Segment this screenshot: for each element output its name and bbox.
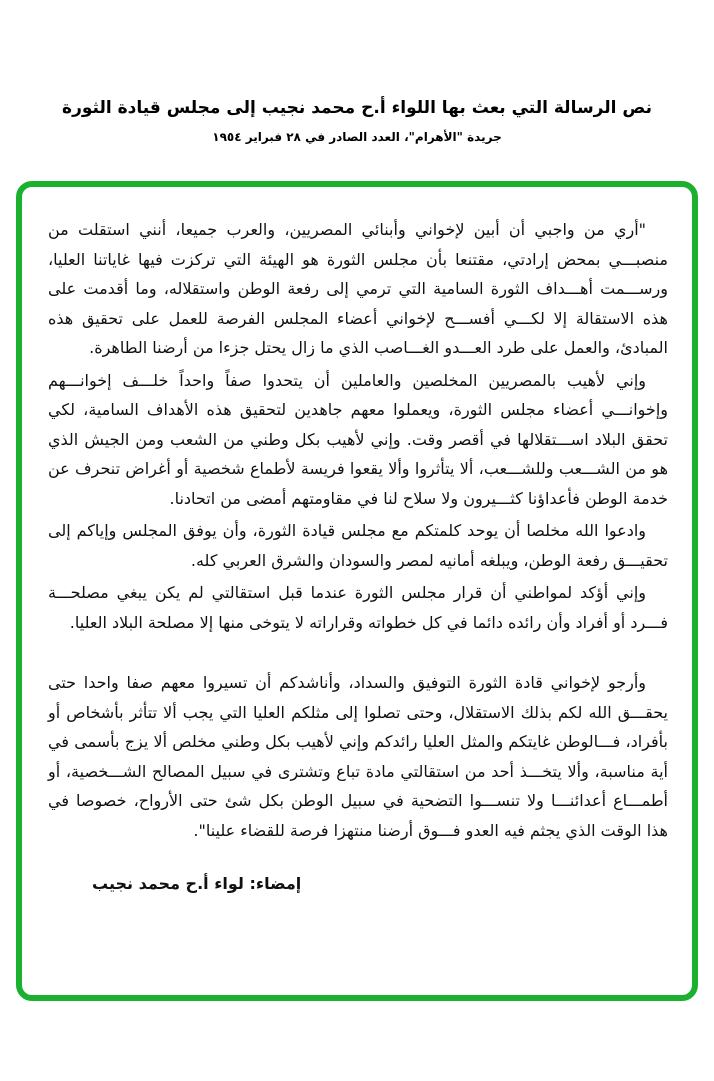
letter-paragraph: وإني لأهيب بالمصريين المخلصين والعاملين أن يتحدوا صفاً واحداً خلـــف إخوانـــهم وإخوانـــي أعضاء مجلس الثورة، ويعملوا معهم جاهدين لتحقيق هذه الأهداف السامية، لكي تحقق البلاد اســـتقلالها في أقصر وقت. وإني لأهيب بكل وطني من الشعب ومن الجيش الذي هو من الشـــعب وللشـــعب، ألا يتأثروا وألا يقعوا فريسة لأطماع شخصية أو أغراض تنحرف عن خدمة الوطن فأعداؤنا كثـــيرون ولا سلاح لنا في مقاومتهم أمضى من اتحادنا. [48, 370, 668, 508]
signature-line: إمضاء: لواء أ.ح محمد نجيب [92, 874, 302, 893]
page-title: نص الرسالة التي بعث بها اللواء أ.ح محمد نجيب إلى مجلس قيادة الثورة [62, 98, 652, 118]
letter-paragraph: وإني أؤكد لمواطني أن قرار مجلس الثورة عندما قبل استقالتي لم يكن يبغي مصلحـــة فـــرد أو أفراد وأن رائده دائما في كل خطواته وقراراته لا يتوخى منها إلا مصلحة البلاد العليا. [48, 583, 668, 632]
letter-paragraph: وأرجو لإخواني قادة الثورة التوفيق والسداد، وأناشدكم أن تسيروا معهم صفا واحدا حتى يحقـــق الله لكم بذلك الاستقلال، وحتى تصلوا إلى مثلكم العليا التي يجب ألا تتأثر بأشخاص أو بأفراد، فـــالوطن غايتكم والمثل العليا رائدكم وإني لأهيب بكل وطني مخلص ألا يزج بأسمى في أية مناسبة، وألا يتخـــذ أحد من استقالتي مادة تباع وتشترى في سبيل المصالح الشـــخصية، أو أطمـــاع أعدائنـــا ولا تنســـوا التضحية في سبيل الوطن بكل شئ حتى الأرواح، خصوصا في هذا الوقت الذي يجثم فيه العدو فـــوق أرضنا منتهزا فرصة للقضاء علينا". [48, 673, 668, 840]
page-subtitle: جريدة "الأهرام"، العدد الصادر في ٢٨ فبراير ١٩٥٤ [212, 130, 502, 144]
letter-paragraph: وادعوا الله مخلصا أن يوحد كلمتكم مع مجلس قيادة الثورة، وأن يوفق المجلس وإياكم إلى تحقيـــق رفعة الوطن، ويبلغه أمانيه لمصر والسودان والشرق العربي كله. [48, 521, 668, 570]
document-header [0, 98, 714, 144]
letter-body [48, 215, 668, 893]
letter-paragraph: "أري من واجبي أن أبين لإخواني وأبنائي المصريين، والعرب جميعا، أنني استقلت من منصبـــي بمحض إرادتي، مقتنعا بأن مجلس الثورة هو الهيئة التي تركزت فيها غاياتنا العليا، ورســـمت أهـــداف الثورة السامية التي ترمي إلى رفعة الوطن واستقلاله، وما أقدمت على هذه الاستقالة إلا لكـــي أفســـح لإخواني أعضاء المجلس الفرصة للعمل على تحقيق هذه المبادئ، والعمل على طرد العـــدو الغـــاصب الذي ما زال يحتل جزءا من أرضنا الطاهرة. [48, 220, 668, 357]
letter-frame [16, 181, 698, 1001]
